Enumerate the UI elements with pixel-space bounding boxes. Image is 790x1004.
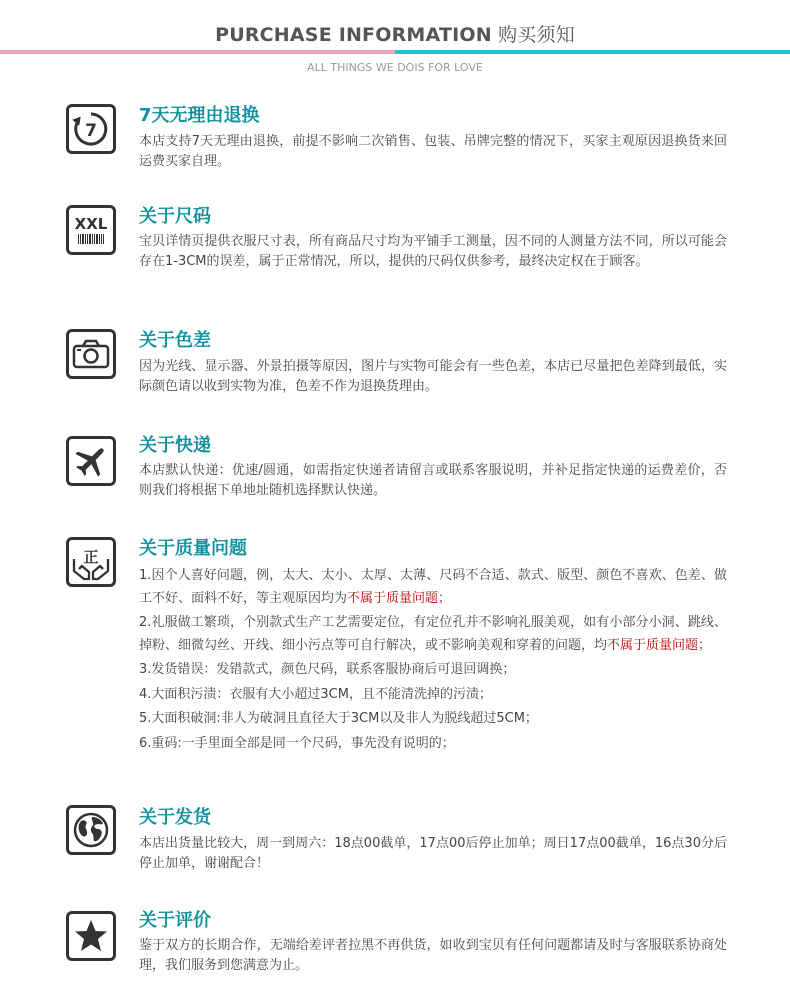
quality-item-6: 6.重码:一手里面全部是同一个尺码，事先没有说明的； bbox=[139, 735, 455, 751]
quality-item-2: 2.礼服做工繁琐，个别款式生产工艺需要定位，有定位孔并不影响礼服美观，如有小部分小洞、跳线、掉粉、细微勾丝、开线、细小污点等可自行解决，或不影响美观和穿着的问题，均不属于质量问题； bbox=[139, 615, 727, 653]
page-header bbox=[0, 0, 790, 80]
size-tag-label: XXL bbox=[74, 215, 108, 233]
quality-list bbox=[139, 565, 727, 757]
section-title: 关于评价 bbox=[139, 910, 211, 931]
quality-item-3: 3.发货错误：发错款式，颜色尺码，联系客服协商后可退回调换； bbox=[139, 662, 516, 677]
quality-mark: 正 bbox=[83, 548, 99, 566]
seven-day-number: 7 bbox=[85, 121, 97, 141]
size-tag-icon bbox=[66, 205, 116, 255]
section-title: 关于尺码 bbox=[139, 206, 211, 227]
camera-icon bbox=[66, 329, 116, 379]
header-divider-pink bbox=[0, 50, 395, 54]
star-icon bbox=[66, 911, 116, 961]
seven-day-return-icon bbox=[66, 104, 116, 154]
quality-highlight: 不属于质量问题 bbox=[607, 637, 699, 653]
quality-highlight: 不属于质量问题 bbox=[347, 590, 439, 606]
section-title: 关于色差 bbox=[139, 330, 211, 351]
quality-hands-icon bbox=[66, 537, 116, 587]
barcode-graphic bbox=[78, 234, 104, 244]
section-body: 因为光线、显示器、外景拍摄等原因，图片与实物可能会有一些色差，本店已尽量把色差降到最低，实际颜色请以收到实物为准，色差不作为退换货理由。 bbox=[139, 359, 727, 394]
globe-icon bbox=[66, 805, 116, 855]
section-body: 本店默认快递：优速/圆通，如需指定快递者请留言或联系客服说明，并补足指定快递的运费差价，否则我们将根据下单地址随机选择默认快递。 bbox=[139, 463, 727, 498]
section-title: 关于质量问题 bbox=[139, 538, 247, 559]
section-title: 关于快递 bbox=[139, 435, 211, 456]
header-divider-teal bbox=[395, 50, 790, 54]
section-title: 7天无理由退换 bbox=[139, 105, 260, 126]
page-subtitle: ALL THINGS WE DOIS FOR LOVE bbox=[307, 61, 483, 74]
section-body: 本店出货量比较大，周一到周六：18点00截单，17点00后停止加单；周日17点00截单，16点30分后停止加单，谢谢配合！ bbox=[139, 836, 727, 871]
quality-item-5: 5.大面积破洞:非人为破洞且直径大于3CM以及非人为脱线超过5CM； bbox=[139, 711, 538, 726]
section-body: 本店支持7天无理由退换，前提不影响二次销售、包装、吊牌完整的情况下，买家主观原因退换货来回运费买家自理。 bbox=[139, 134, 727, 169]
section-title: 关于发货 bbox=[139, 807, 211, 828]
page-title-chinese: 购买须知 bbox=[498, 24, 575, 46]
quality-item-4: 4.大面积污渍：衣服有大小超过3CM，且不能清洗掉的污渍； bbox=[139, 686, 492, 702]
quality-item-1: 1.因个人喜好问题，例，太大、太小、太厚、太薄、尺码不合适、款式、版型、颜色不喜欢、色差、做工不好、面料不好，等主观原因均为不属于质量问题； bbox=[139, 568, 727, 606]
airplane-icon bbox=[66, 436, 116, 486]
page-title bbox=[0, 20, 790, 47]
page-title-english: PURCHASE INFORMATION bbox=[215, 24, 492, 46]
section-body: 宝贝详情页提供衣服尺寸表，所有商品尺寸均为平铺手工测量，因不同的人测量方法不同，所以可能会存在1-3CM的误差，属于正常情况，所以，提供的尺码仅供参考，最终决定权在于顾客。 bbox=[139, 234, 727, 269]
section-body: 鉴于双方的长期合作，无端给差评者拉黑不再供货，如收到宝贝有任何问题都请及时与客服联系协商处理，我们服务到您满意为止。 bbox=[139, 938, 727, 973]
